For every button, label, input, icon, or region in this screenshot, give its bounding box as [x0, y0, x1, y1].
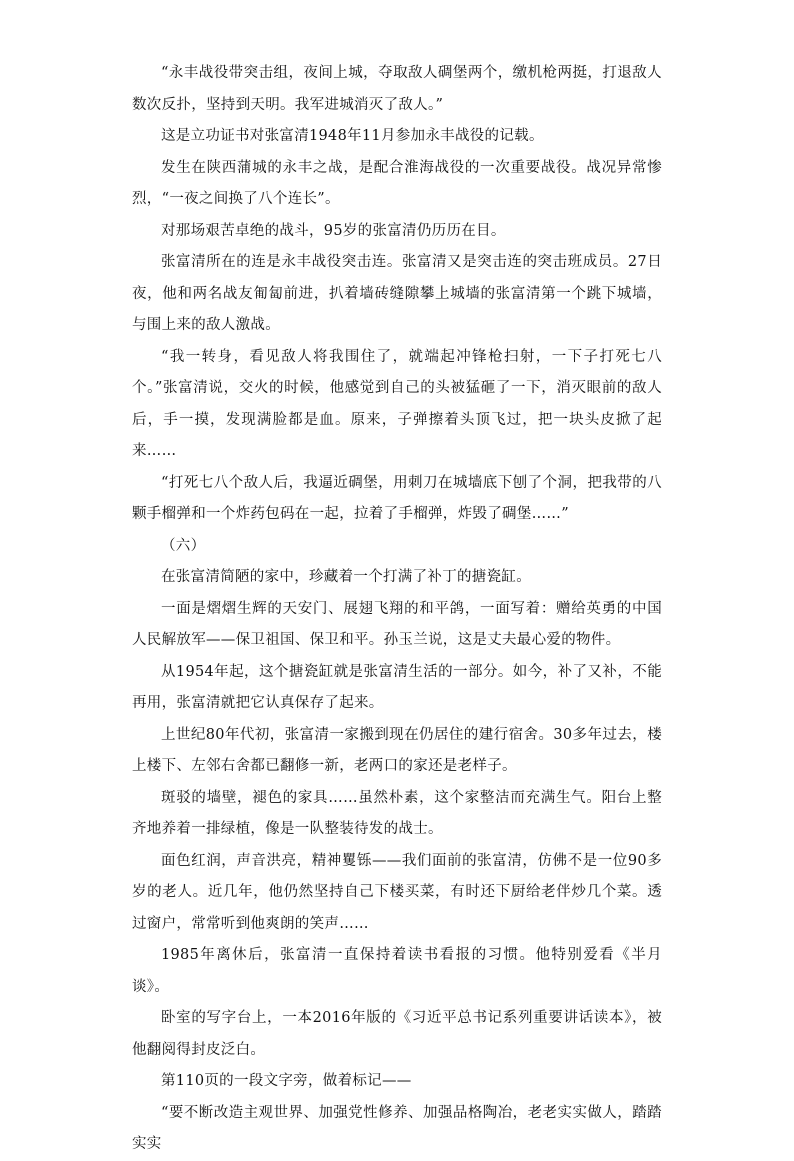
paragraph-10: 从1954年起，这个搪瓷缸就是张富清生活的一部分。如今，补了又补，不能再用，张富清就把它认真保存了起来。	[132, 663, 662, 711]
paragraph-13: 面色红润，声音洪亮，精神矍铄——我们面前的张富清，仿佛不是一位90多岁的老人。近几年，他仍然坚持自己下楼买菜，有时还下厨给老伴炒几个菜。透过窗户，常常听到他爽朗的笑声……	[132, 852, 662, 932]
paragraph-1: “永丰战役带突击组，夜间上城，夺取敌人碉堡两个，缴机枪两挺，打退敌人数次反扑，坚持到天明。我军进城消灭了敌人。”	[132, 65, 662, 113]
paragraph-3: 发生在陕西蒲城的永丰之战，是配合淮海战役的一次重要战役。战况异常惨烈，“一夜之间换了八个连长”。	[132, 159, 662, 207]
paragraph-12: 斑驳的墙壁，褪色的家具……虽然朴素，这个家整洁而充满生气。阳台上整齐地养着一排绿植，像是一队整装待发的战士。	[132, 789, 662, 837]
paragraph-9: 一面是熠熠生辉的天安门、展翅飞翔的和平鸽，一面写着：赠给英勇的中国人民解放军——保卫祖国、保卫和平。孙玉兰说，这是丈夫最心爱的物件。	[132, 600, 662, 648]
paragraph-4: 对那场艰苦卓绝的战斗，95岁的张富清仍历历在目。	[161, 222, 506, 239]
paragraph-2: 这是立功证书对张富清1948年11月参加永丰战役的记载。	[161, 128, 544, 144]
paragraph-11: 上世纪80年代初，张富清一家搬到现在仍居住的建行宿舍。30多年过去，楼上楼下、左邻右舍都已翻修一新，老两口的家还是老样子。	[132, 726, 662, 774]
paragraph-16: 第110页的一段文字旁，做着标记——	[161, 1073, 412, 1089]
paragraph-5: 张富清所在的连是永丰战役突击连。张富清又是突击连的突击班成员。27日夜，他和两名战友匍匐前进，扒着墙砖缝隙攀上城墙的张富清第一个跳下城墙，与围上来的敌人激战。	[132, 254, 662, 333]
section-heading-six: （六）	[161, 537, 206, 554]
paragraph-15: 卧室的写字台上，一本2016年版的《习近平总书记系列重要讲话读本》，被他翻阅得封皮泛白。	[132, 1010, 662, 1058]
paragraph-17: “要不断改造主观世界、加强党性修养、加强品格陶冶，老老实实做人，踏踏实实	[132, 1104, 662, 1152]
paragraph-8: 在张富清简陋的家中，珍藏着一个打满了补丁的搪瓷缸。	[161, 569, 531, 585]
paragraph-14: 1985年离休后，张富清一直保持着读书看报的习惯。他特别爱看《半月谈》。	[132, 947, 662, 995]
paragraph-7: “打死七八个敌人后，我逼近碉堡，用刺刀在城墙底下刨了个洞，把我带的八颗手榴弹和一个炸药包码在一起，拉着了手榴弹，炸毁了碉堡……”	[132, 474, 662, 522]
paragraph-6: “我一转身，看见敌人将我围住了，就端起冲锋枪扫射，一下子打死七八个。”张富清说，交火的时候，他感觉到自己的头被猛砸了一下，消灭眼前的敌人后，手一摸，发现满脸都是血。原来，子弹擦着头顶飞过，把一块头皮掀了起来……	[132, 348, 662, 459]
